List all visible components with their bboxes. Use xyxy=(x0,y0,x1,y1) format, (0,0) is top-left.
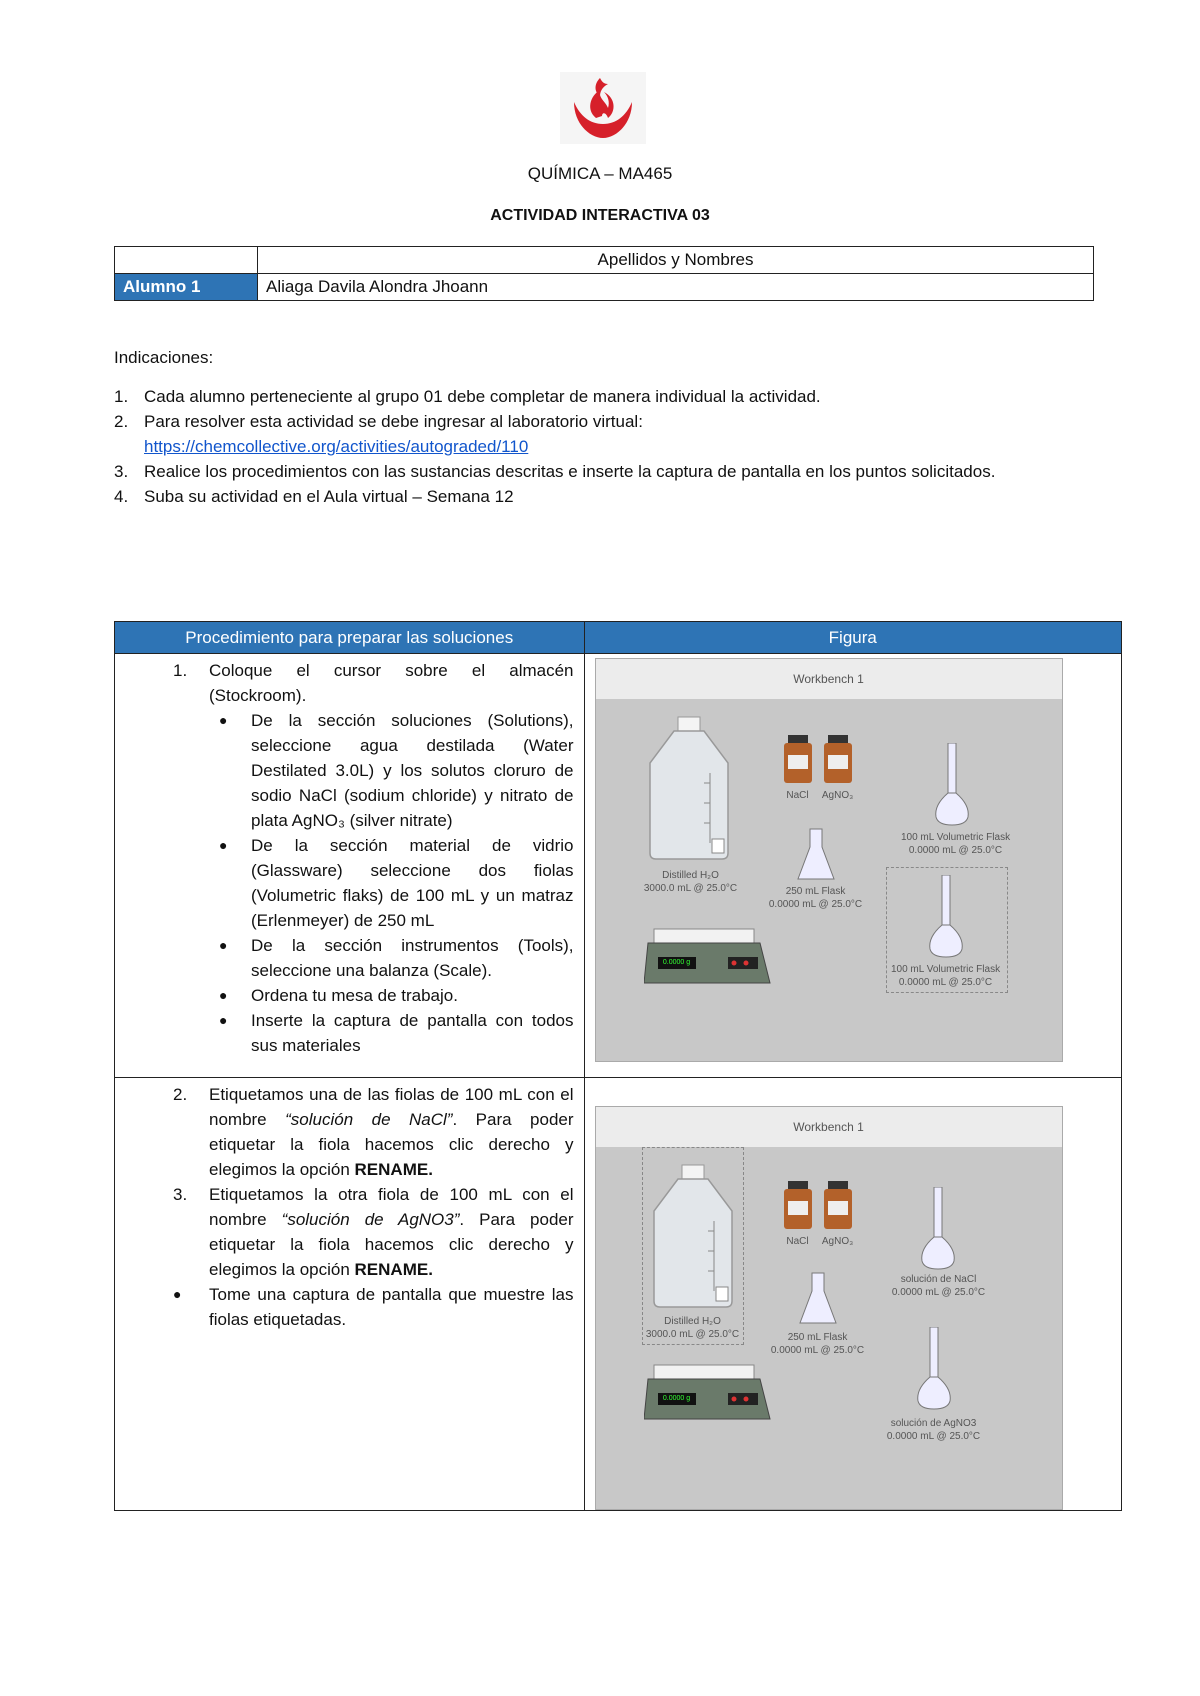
list-item: 2. Para resolver esta actividad se debe ingresar al laboratorio virtual: https://chemcollective.org/activities/autograded/110 xyxy=(114,412,643,456)
student-row-label: Alumno 1 xyxy=(115,274,258,301)
water-volume: 3000.0 mL @ 25.0°C xyxy=(643,883,738,894)
flask-bottom-volume: 0.0000 mL @ 25.0°C xyxy=(886,1431,981,1442)
figure-header: Figura xyxy=(584,622,1121,654)
course-title: QUÍMICA – MA465 xyxy=(527,164,673,183)
list-item: ● Ordena tu mesa de trabajo. xyxy=(219,986,458,1005)
erlenmeyer-volume: 0.0000 mL @ 25.0°C xyxy=(770,1345,865,1356)
lab-link[interactable]: https://chemcollective.org/activities/autograded/110 xyxy=(144,437,529,456)
workbench-title: Workbench 1 xyxy=(596,1107,1062,1147)
agno3-label: AgNO₃ xyxy=(821,1236,854,1247)
student-name: Aliaga Davila Alondra Jhoann xyxy=(258,274,1094,301)
flask-top-volume: 0.0000 mL @ 25.0°C xyxy=(908,845,1003,856)
activity-title: ACTIVIDAD INTERACTIVA 03 xyxy=(490,207,710,224)
erlenmeyer-flask-icon xyxy=(796,827,836,883)
flask-bottom-label: 100 mL Volumetric Flask xyxy=(890,964,1001,975)
flask-top-volume: 0.0000 mL @ 25.0°C xyxy=(891,1287,986,1298)
erlenmeyer-volume: 0.0000 mL @ 25.0°C xyxy=(768,899,863,910)
nacl-label: NaCl xyxy=(786,790,809,801)
nacl-bottle-icon xyxy=(784,735,812,783)
procedure-steps-2-3: 2. Etiquetamos una de las fiolas de 100 mL con el nombre “solución de NaCl”. Para poder etiquetar la fiola hacemos clic derecho y elegimos la opción RENAME. 3. Etiquetamos la otra fiola de 100 mL con el nombre “solución de AgNO3”. Para poder etiquetar la fiola hacemos clic derecho y elegimos la opción RENAME. ● Tome una captura de pantalla que muestre las fiolas etiquetadas. xyxy=(115,1078,585,1511)
agno3-label: AgNO₃ xyxy=(821,790,854,801)
volumetric-flask-icon xyxy=(926,875,966,959)
flask-bottom-label: solución de AgNO3 xyxy=(890,1418,977,1429)
erlenmeyer-flask-icon xyxy=(798,1271,838,1327)
workbench-screenshot-1 xyxy=(595,658,1063,1062)
list-item: ● De la sección soluciones (Solutions), seleccione agua destilada (Water Destilated 3.0L) y los solutos cloruro de sodio NaCl (sodium chloride) y nitrato de plata AgNO₃ (silver nitrate) xyxy=(219,711,574,830)
agno3-bottle-icon xyxy=(824,1181,852,1229)
procedure-step-1: 1. Coloque el cursor sobre el almacén (Stockroom). ● De la sección soluciones (Solutions), seleccione agua destilada (Water Destilated 3.0L) y los solutos cloruro de sodio NaCl (sodium chloride) y nitrato de plata AgNO₃ (silver nitrate) ● De la sección material de vidrio (Glassware) seleccione dos fiolas (Volumetric flaks) de 100 mL y un matraz (Erlenmeyer) de 250 mL ● De la sección instrumentos (Tools), seleccione una balanza (Scale). ● Ordena tu mesa de trabajo. ● Inserte la captura de pantalla con todos sus materiales xyxy=(115,654,585,1078)
flask-bottom-volume: 0.0000 mL @ 25.0°C xyxy=(898,977,993,988)
workbench-screenshot-2 xyxy=(595,1106,1063,1510)
procedure-table xyxy=(114,621,1122,1511)
list-item: 3. Realice los procedimientos con las sustancias descritas e inserte la captura de pantalla en los puntos solicitados. xyxy=(114,462,996,481)
flask-top-label: 100 mL Volumetric Flask xyxy=(900,832,1011,843)
list-item: ● De la sección instrumentos (Tools), seleccione una balanza (Scale). xyxy=(219,936,574,980)
workbench-title: Workbench 1 xyxy=(596,659,1062,699)
indications-list xyxy=(114,384,1114,509)
nacl-label: NaCl xyxy=(786,1236,809,1247)
list-item: ● De la sección material de vidrio (Glassware) seleccione dos fiolas (Volumetric flaks) de 100 mL y un matraz (Erlenmeyer) de 250 mL xyxy=(219,836,574,930)
list-item: ● Tome una captura de pantalla que muestre las fiolas etiquetadas. xyxy=(173,1285,574,1329)
water-label: Distilled H₂O xyxy=(664,1316,721,1327)
figure-cell-1 xyxy=(584,654,1121,1078)
volumetric-flask-icon xyxy=(914,1327,954,1411)
scale-display: 0.0000 g xyxy=(662,959,691,966)
water-volume: 3000.0 mL @ 25.0°C xyxy=(645,1329,740,1340)
indications-title: Indicaciones: xyxy=(114,348,214,367)
volumetric-flask-icon xyxy=(932,743,972,827)
erlenmeyer-label: 250 mL Flask xyxy=(785,886,846,897)
water-jug-icon xyxy=(644,713,734,863)
nacl-bottle-icon xyxy=(784,1181,812,1229)
scale-display: 0.0000 g xyxy=(662,1395,691,1402)
volumetric-flask-icon xyxy=(918,1187,958,1271)
agno3-bottle-icon xyxy=(824,735,852,783)
list-item: 4. Suba su actividad en el Aula virtual – Semana 12 xyxy=(114,487,514,506)
list-item: 1. Cada alumno perteneciente al grupo 01 debe completar de manera individual la actividad. xyxy=(114,387,821,406)
student-table-header: Apellidos y Nombres xyxy=(258,247,1094,274)
flask-top-label: solución de NaCl xyxy=(900,1274,977,1285)
erlenmeyer-label: 250 mL Flask xyxy=(787,1332,848,1343)
water-jug-icon xyxy=(648,1161,738,1311)
figure-cell-2 xyxy=(584,1078,1121,1511)
procedure-header: Procedimiento para preparar las soluciones xyxy=(115,622,585,654)
university-logo xyxy=(560,72,646,144)
water-label: Distilled H₂O xyxy=(662,870,719,881)
student-table xyxy=(114,246,1094,301)
student-table-empty-cell xyxy=(115,247,258,274)
list-item: ● Inserte la captura de pantalla con todos sus materiales xyxy=(219,1011,574,1055)
